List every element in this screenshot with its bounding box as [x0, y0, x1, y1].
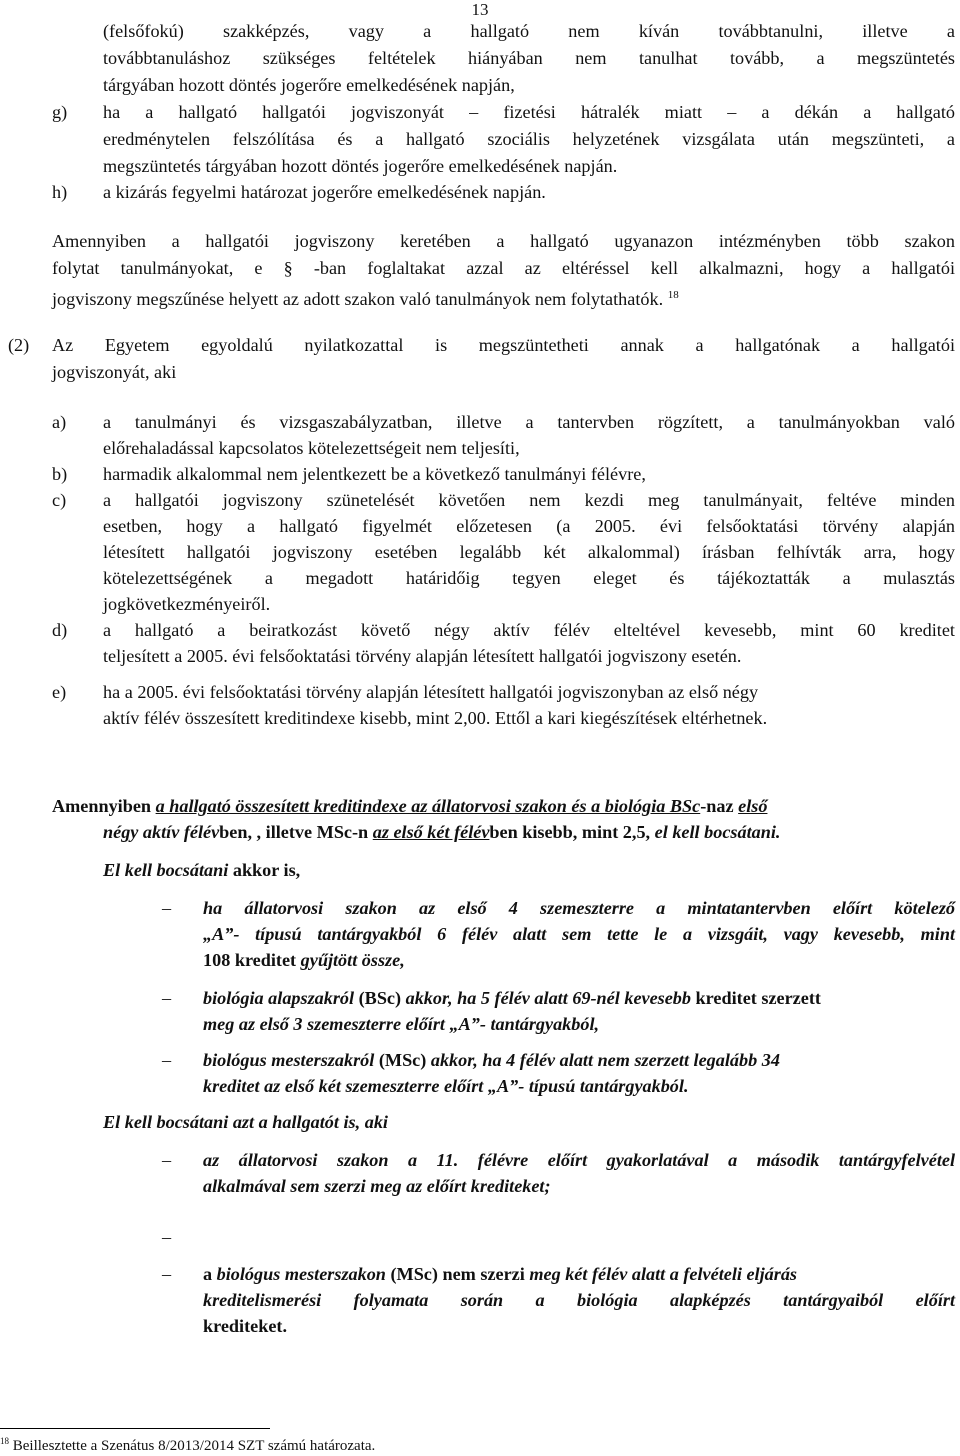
item-e-marker: e)	[52, 682, 67, 702]
item-a-line: a tanulmányi és vizsgaszabályzatban, illetve a tantervben rögzített, a tanulmányokban való	[103, 412, 955, 432]
bullet-line: ha állatorvosi szakon az első 4 szemeszterre a mintatantervben előírt kötelező	[203, 898, 955, 918]
footnote-separator	[0, 1428, 270, 1429]
bullet-line: „A”- típusú tantárgyakból 6 félév alatt sem tette le a vizsgáit, vagy kevesebb, mint	[203, 924, 955, 944]
item-g-marker: g)	[52, 102, 68, 122]
emphasis-segment: biológus mesterszakon	[216, 1264, 386, 1284]
paragraph-line-last	[52, 284, 679, 310]
text-segment: kreditet szerzett	[691, 988, 821, 1008]
emphasis-segment: El kell bocsátani	[103, 860, 229, 880]
emphasis-segment: biológia alapszakról	[203, 988, 355, 1008]
item-a-line: előrehaladással kapcsolatos kötelezettségeit nem teljesíti,	[103, 438, 520, 458]
intro-line: (felsőfokú) szakképzés, vagy a hallgató nem kíván továbbtanulni, illetve a	[103, 21, 955, 41]
text-segment: -naz	[700, 796, 739, 816]
footnote	[0, 1431, 375, 1456]
bullet-line: kreditet az első két szemeszterre előírt „A”- típusú tantárgyakból.	[203, 1076, 689, 1096]
emphasis-segment: meg két félév alatt a felvételi eljárás	[529, 1264, 798, 1284]
footnote-number: 18	[0, 1436, 9, 1446]
dash-bullet: –	[162, 988, 172, 1008]
dash-bullet: –	[162, 1050, 172, 1070]
text-segment: (BSc)	[354, 988, 406, 1008]
text-segment: 108 kreditet	[203, 950, 301, 970]
bullet-line	[203, 987, 821, 1009]
intro-line: tárgyában hozott döntés jogerőre emelkedésének napján,	[103, 75, 515, 95]
item-e-line: aktív félév összesített kreditindexe kisebb, mint 2,00. Ettől a kari kiegészítések eltérhetnek.	[103, 708, 768, 728]
paragraph-line: folytat tanulmányokat, e § -ban foglaltakat azzal az eltéréssel kell alkalmazni, hogy a hallgatói	[52, 258, 955, 278]
text-segment: (MSc) nem szerzi	[385, 1264, 530, 1284]
text-segment: akkor is,	[228, 860, 301, 880]
emphasis-segment: az első két félév	[372, 822, 490, 842]
item-e-line: ha a 2005. évi felsőoktatási törvény alapján létesített hallgatói jogviszonyban az első négy	[103, 682, 759, 702]
emphasis-segment: első	[738, 796, 768, 816]
item-h-text: a kizárás fegyelmi határozat jogerőre emelkedésének napján.	[103, 182, 546, 202]
bullet-line: meg az első 3 szemeszterre előírt „A”- tantárgyakból,	[203, 1014, 600, 1034]
item-d-line: a hallgató a beiratkozást követő négy aktív félév elteltével kevesebb, mint 60 kreditet	[103, 620, 955, 640]
page-number: 13	[471, 0, 489, 19]
text-segment: a	[203, 1264, 217, 1284]
bold-paragraph-line	[52, 795, 767, 817]
text-segment: ben, , illetve MSc-n	[219, 822, 373, 842]
section-2-line: Az Egyetem egyoldalú nyilatkozattal is megszüntetheti annak a hallgatónak a hallgatói	[52, 335, 955, 355]
paragraph-line: Amennyiben a hallgatói jogviszony keretében a hallgató ugyanazon intézményben több szakon	[52, 231, 955, 251]
subheading-line	[103, 859, 300, 881]
dash-bullet: –	[162, 1150, 172, 1170]
emphasis-segment: a hallgató összesített kreditindexe az állatorvosi szakon és a biológia BSc	[155, 796, 701, 816]
bullet-line	[203, 949, 405, 971]
section-2-marker: (2)	[8, 335, 30, 355]
item-c-line: jogkövetkezményeiről.	[103, 594, 271, 614]
paragraph-text: jogviszony megszűnése helyett az adott szakon való tanulmányok nem folytathatók.	[52, 289, 664, 309]
intro-line: továbbtanuláshoz szükséges feltételek hiányában nem tanulhat tovább, a megszüntetés	[103, 48, 955, 68]
item-c-line: létesített hallgatói jogviszony esetében legalább két alkalommal) írásban felhívták arra, hogy	[103, 542, 955, 562]
bullet-line: kreditelismerési folyamata során a biológia alapképzés tantárgyaiból előírt	[203, 1290, 955, 1310]
item-g-line: megszüntetés tárgyában hozott döntés jogerőre emelkedésének napján.	[103, 156, 618, 176]
item-d-marker: d)	[52, 620, 68, 640]
emphasis-segment: akkor, ha 4 félév alatt nem szerzett legalább 34	[430, 1050, 780, 1070]
item-a-marker: a)	[52, 412, 67, 432]
bullet-line: alkalmával sem szerzi meg az előírt krediteket;	[203, 1176, 551, 1196]
section-2-line: jogviszonyát, aki	[52, 362, 177, 382]
bullet-line: az állatorvosi szakon a 11. félévre előírt gyakorlatával a második tantárgyfelvétel	[203, 1150, 955, 1170]
item-g-line: ha a hallgató hallgatói jogviszonyát – fizetési hátralék miatt – a dékán a hallgató	[103, 102, 955, 122]
item-c-line: a hallgatói jogviszony szünetelését követően nem kezdi meg tanulmányait, feltéve minden	[103, 490, 955, 510]
item-h-marker: h)	[52, 182, 68, 202]
item-d-line: teljesített a 2005. évi felsőoktatási törvény alapján létesített hallgatói jogviszony esetén.	[103, 646, 742, 666]
footnote-reference: 18	[667, 289, 679, 301]
item-b-line: harmadik alkalommal nem jelentkezett be a következő tanulmányi félévre,	[103, 464, 646, 484]
item-c-line: esetben, hogy a hallgató figyelmét előzetesen (a 2005. évi felsőoktatási törvény alapján	[103, 516, 955, 536]
item-g-line: eredménytelen felszólítása és a hallgató szociális helyzetének vizsgálata után megszünteti, a	[103, 129, 955, 149]
item-b-marker: b)	[52, 464, 68, 484]
item-c-marker: c)	[52, 490, 67, 510]
item-c-line: kötelezettségének a megadott határidőig tegyen eleget és tájékoztatták a mulasztás	[103, 568, 955, 588]
text-segment: ben kisebb, mint 2,5,	[489, 822, 655, 842]
bullet-line	[203, 1049, 780, 1071]
emphasis-segment: négy aktív félév	[103, 822, 220, 842]
emphasis-segment: biológus mesterszakról	[203, 1050, 375, 1070]
emphasis-segment: akkor, ha 5 félév alatt 69-nél kevesebb	[405, 988, 691, 1008]
bullet-line	[203, 1263, 797, 1285]
subheading-line: El kell bocsátani azt a hallgatót is, aki	[103, 1112, 388, 1132]
emphasis-segment: el kell bocsátani.	[654, 822, 781, 842]
text-segment: (MSc)	[374, 1050, 431, 1070]
dash-bullet: –	[162, 1227, 172, 1247]
dash-bullet: –	[162, 898, 172, 918]
bold-paragraph-line	[103, 821, 780, 843]
footnote-text: Beillesztette a Szenátus 8/2013/2014 SZT számú határozata.	[9, 1438, 376, 1454]
text-segment: Amennyiben	[52, 796, 156, 816]
emphasis-segment: gyűjtött össze,	[300, 950, 405, 970]
bullet-line: krediteket.	[203, 1316, 288, 1336]
dash-bullet: –	[162, 1264, 172, 1284]
